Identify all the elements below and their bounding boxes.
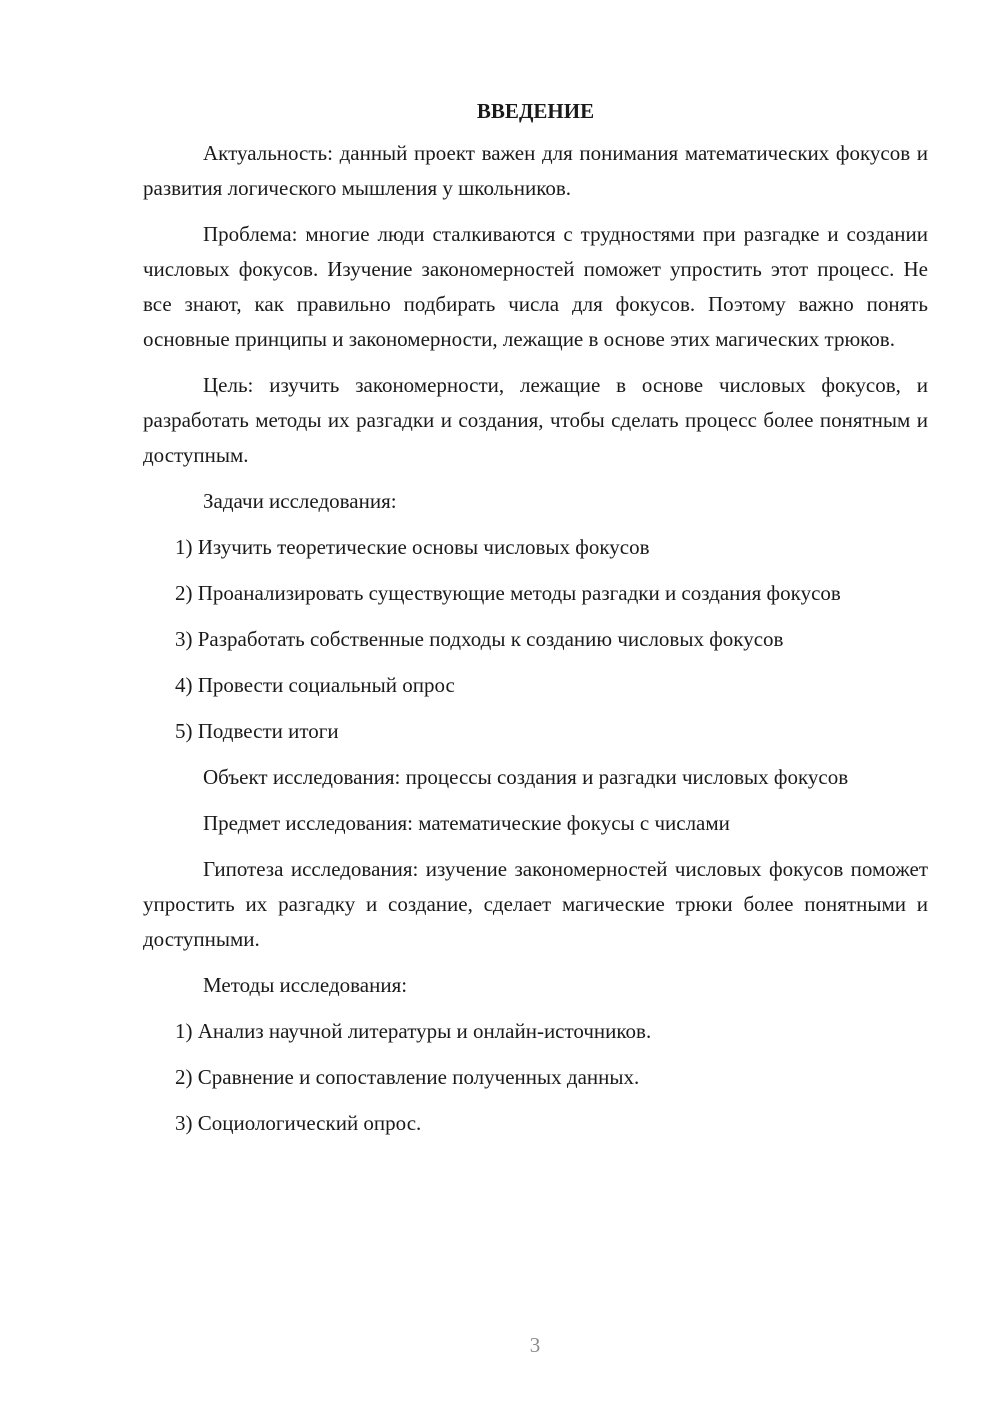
relevance-paragraph: Актуальность: данный проект важен для понимания математических фокусов и развития логического мышления у школьников. — [143, 141, 928, 200]
goal-paragraph: Цель: изучить закономерности, лежащие в основе числовых фокусов, и разработать методы их разгадки и создания, чтобы сделать процесс более понятным и доступным. — [143, 373, 928, 467]
method-item: 1) Анализ научной литературы и онлайн-источников. — [175, 1019, 652, 1043]
object-paragraph: Объект исследования: процессы создания и разгадки числовых фокусов — [203, 765, 849, 789]
page-number: 3 — [529, 1333, 541, 1357]
method-item: 3) Социологический опрос. — [175, 1111, 422, 1135]
page-title: ВВЕДЕНИЕ — [476, 99, 595, 123]
task-item: 2) Проанализировать существующие методы разгадки и создания фокусов — [175, 581, 841, 605]
task-item: 5) Подвести итоги — [175, 719, 339, 743]
tasks-heading: Задачи исследования: — [203, 489, 397, 513]
hypothesis-paragraph: Гипотеза исследования: изучение закономерностей числовых фокусов поможет упростить их разгадку и создание, сделает магические трюки более понятными и доступными. — [143, 857, 928, 951]
method-item: 2) Сравнение и сопоставление полученных данных. — [175, 1065, 640, 1089]
task-item: 3) Разработать собственные подходы к созданию числовых фокусов — [175, 627, 784, 651]
subject-paragraph: Предмет исследования: математические фокусы с числами — [203, 811, 730, 835]
task-item: 4) Провести социальный опрос — [175, 673, 455, 697]
task-item: 1) Изучить теоретические основы числовых фокусов — [175, 535, 650, 559]
methods-heading: Методы исследования: — [203, 973, 408, 997]
problem-paragraph: Проблема: многие люди сталкиваются с трудностями при разгадке и создании числовых фокусов. Изучение закономерностей поможет упростить этот процесс. Не все знают, как правильно подбирать числа для фокусов. Поэтому важно понять основные принципы и закономерности, лежащие в основе этих магических трюков. — [143, 222, 928, 351]
document-body — [143, 96, 928, 1152]
